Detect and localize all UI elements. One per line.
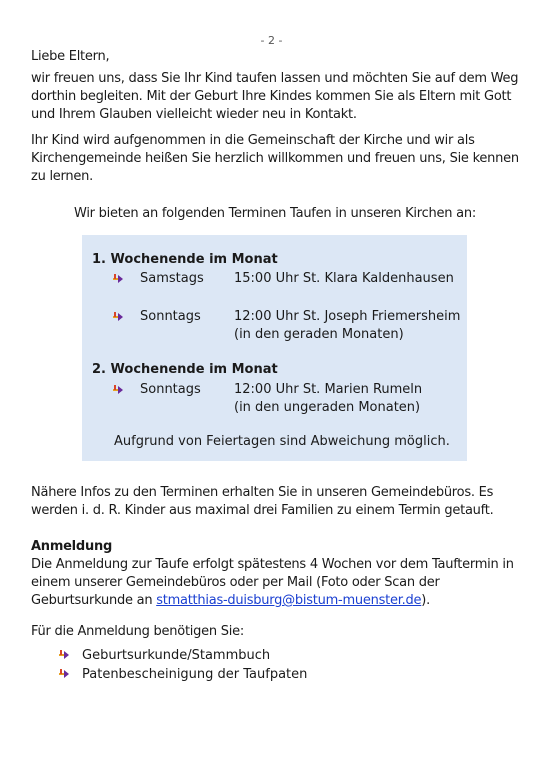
schedule-intro: Wir bieten an folgenden Terminen Taufen in unseren Kirchen an: [74, 206, 476, 221]
bullet-arrow-icon [112, 273, 124, 285]
bullet-arrow-icon [58, 649, 70, 661]
page-number: - 2 - [260, 34, 283, 47]
schedule-time: 12:00 Uhr St. Joseph Friemersheim [234, 309, 461, 324]
registration-text-after: ). [421, 593, 431, 608]
bullet-arrow-icon [112, 384, 124, 396]
holiday-note: Aufgrund von Feiertagen sind Abweichung möglich. [114, 434, 450, 449]
paragraph-intro: wir freuen uns, dass Sie Ihr Kind taufen lassen und möchten Sie auf dem Weg dorthin begleiten. Mit der Geburt Ihre Kindes kommen Sie als Eltern mit Gott und Ihrem Glauben vielleicht wieder neu in Kontakt. [31, 71, 519, 122]
list-item [58, 646, 307, 665]
schedule-time: 12:00 Uhr St. Marien Rumeln [234, 382, 423, 397]
schedule-day: Sonntags [140, 309, 201, 324]
schedule-day: Samstags [140, 271, 204, 286]
schedule-box [82, 235, 467, 461]
paragraph-info: Nähere Infos zu den Terminen erhalten Sie in unseren Gemeindebüros. Es werden i. d. R. Kinder aus maximal drei Familien zu einem Termin getauft. [31, 485, 494, 518]
paragraph-community: Ihr Kind wird aufgenommen in die Gemeinschaft der Kirche und wir als Kirchengemeinde heißen Sie herzlich willkommen und freuen uns, Sie kennen zu lernen. [31, 133, 519, 184]
list-item-label: Geburtsurkunde/Stammbuch [82, 648, 271, 663]
schedule-day: Sonntags [140, 382, 201, 397]
email-link[interactable]: stmatthias-duisburg@bistum-muenster.de [156, 593, 422, 608]
requirements-list [58, 646, 307, 684]
bullet-arrow-icon [58, 668, 70, 680]
registration-heading: Anmeldung [31, 539, 113, 554]
section-title-second-weekend: 2. Wochenende im Monat [92, 362, 278, 377]
registration-text-before: Die Anmeldung zur Taufe erfolgt spätestens 4 Wochen vor dem Tauftermin in einem unserer Gemeindebüros oder per Mail (Foto oder Scan der Geburtsurkunde an [31, 557, 514, 608]
bullet-arrow-icon [112, 311, 124, 323]
registration-text [31, 556, 521, 610]
schedule-note: (in den ungeraden Monaten) [234, 400, 421, 415]
schedule-note: (in den geraden Monaten) [234, 327, 404, 342]
greeting: Liebe Eltern, [31, 49, 110, 64]
requirements-intro: Für die Anmeldung benötigen Sie: [31, 624, 245, 639]
list-item [58, 665, 307, 684]
section-title-first-weekend: 1. Wochenende im Monat [92, 252, 278, 267]
schedule-time: 15:00 Uhr St. Klara Kaldenhausen [234, 271, 454, 286]
list-item-label: Patenbescheinigung der Taufpaten [82, 667, 308, 682]
